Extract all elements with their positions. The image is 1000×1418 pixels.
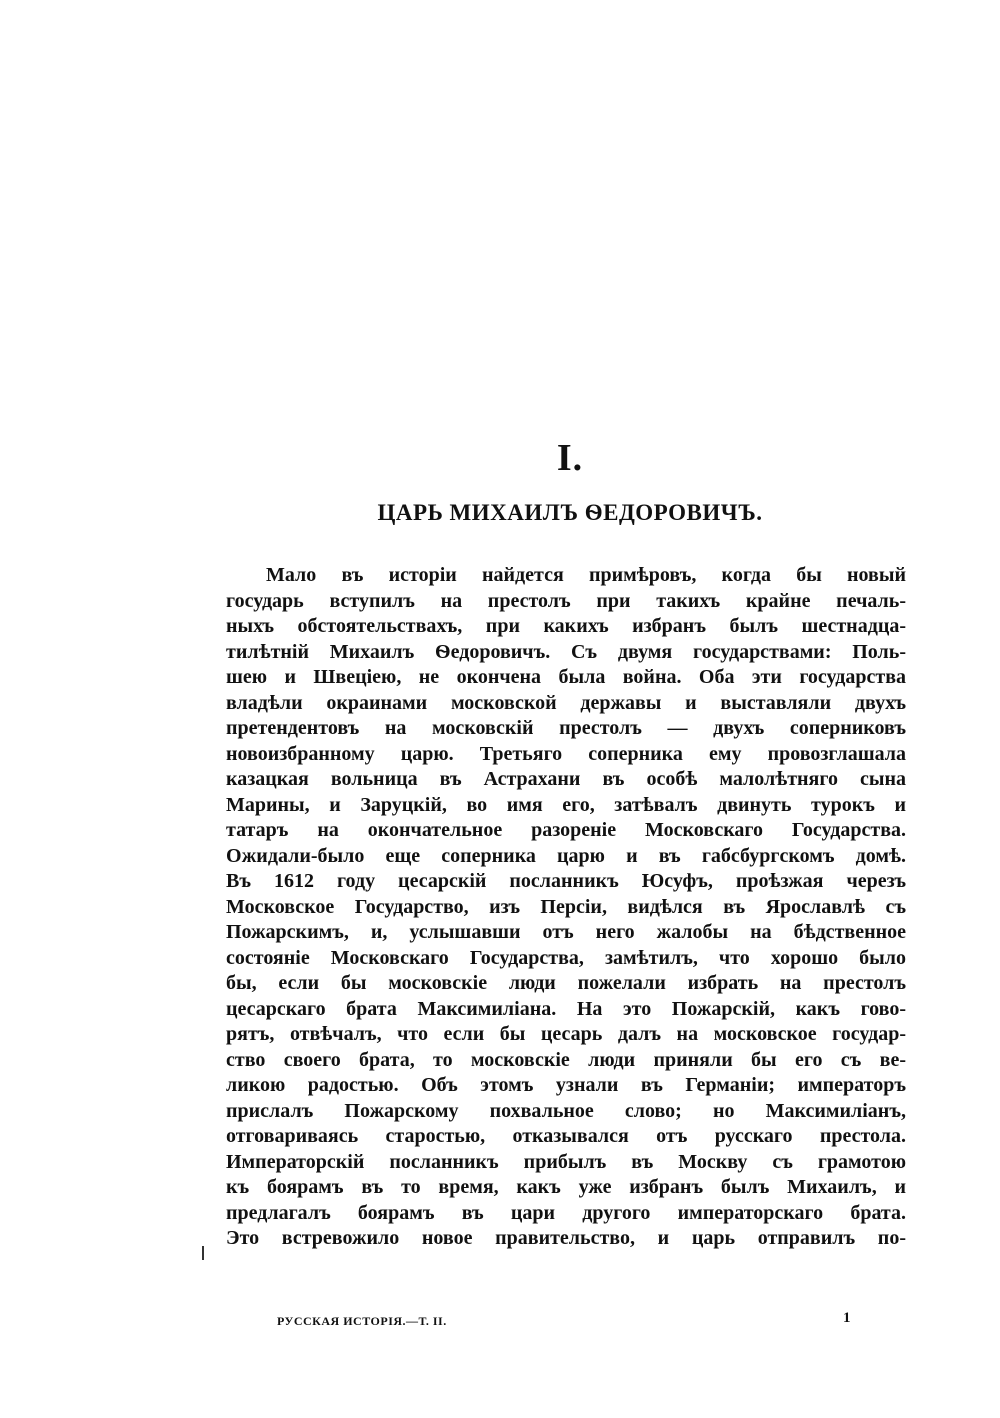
body-line: Въ 1612 году цесарскій посланникъ Юсуфъ, проѣзжая черезъ — [226, 870, 906, 892]
body-line: бы, если бы московскіе люди пожелали избрать на престолъ — [226, 972, 906, 994]
body-line: казацкая вольница въ Астрахани въ особѣ малолѣтняго сына — [226, 768, 906, 790]
body-line: ликою радостью. Объ этомъ узнали въ Германіи; императоръ — [226, 1074, 906, 1096]
body-line: Мало въ исторіи найдется примѣровъ, когда бы новый — [266, 564, 906, 586]
body-line: новоизбранному царю. Третьяго соперника ему провозглашала — [226, 742, 906, 765]
body-line: ство своего брата, то московскіе люди приняли бы его съ ве- — [226, 1048, 906, 1071]
body-line: прислалъ Пожарскому похвальное слово; но Максимиліанъ, — [226, 1099, 906, 1122]
body-line: тилѣтній Михаилъ Ѳедоровичъ. Съ двумя государствами: Поль- — [226, 640, 906, 663]
page-number: 1 — [843, 1310, 851, 1326]
body-line: отговариваясь старостью, отказывался отъ русскаго престола. — [226, 1125, 906, 1147]
body-line: состояніе Московскаго Государства, замѣтилъ, что хорошо было — [226, 946, 906, 969]
body-line: къ боярамъ въ то время, какъ уже избранъ былъ Михаилъ, и — [226, 1176, 906, 1198]
body-text — [226, 563, 906, 1252]
chapter-title: ЦАРЬ МИХАИЛЪ ѲЕДОРОВИЧЪ. — [377, 500, 763, 525]
body-line: Это встревожило новое правительство, и царь отправилъ по- — [226, 1227, 906, 1249]
running-title: РУССКАЯ ИСТОРІЯ.—Т. II. — [277, 1314, 447, 1328]
body-line: Пожарскимъ, и, услышавши отъ него жалобы на бѣдственное — [226, 921, 906, 943]
body-line: Ожидали-было еще соперника царю и въ габсбургскомъ домѣ. — [226, 844, 906, 867]
chapter-number: I. — [556, 437, 584, 479]
body-line: предлагалъ боярамъ въ цари другого императорскаго брата. — [226, 1201, 906, 1224]
body-line: владѣли окраинами московской державы и выставляли двухъ — [226, 691, 906, 714]
body-line: шею и Швеціею, не окончена была война. Оба эти государства — [226, 666, 906, 688]
body-line: Московское Государство, изъ Персіи, видѣлся въ Ярославлѣ съ — [226, 895, 906, 918]
body-line: претендентовъ на московскій престолъ — двухъ соперниковъ — [226, 717, 906, 739]
body-line: цесарскаго брата Максимиліана. На это Пожарскій, какъ гово- — [226, 997, 906, 1020]
margin-mark — [202, 1246, 204, 1260]
body-line: татаръ на окончательное разореніе Московскаго Государства. — [226, 819, 906, 841]
body-line: ныхъ обстоятельствахъ, при какихъ избранъ былъ шестнадца- — [226, 615, 906, 637]
body-line: Марины, и Заруцкій, во имя его, затѣвалъ двинуть турокъ и — [226, 793, 906, 816]
body-line: Императорскій посланникъ прибылъ въ Москву съ грамотою — [226, 1150, 906, 1173]
body-line: государь вступилъ на престолъ при такихъ крайне печаль- — [226, 589, 906, 612]
body-line: рятъ, отвѣчалъ, что если бы цесарь далъ на московское государ- — [226, 1023, 906, 1045]
